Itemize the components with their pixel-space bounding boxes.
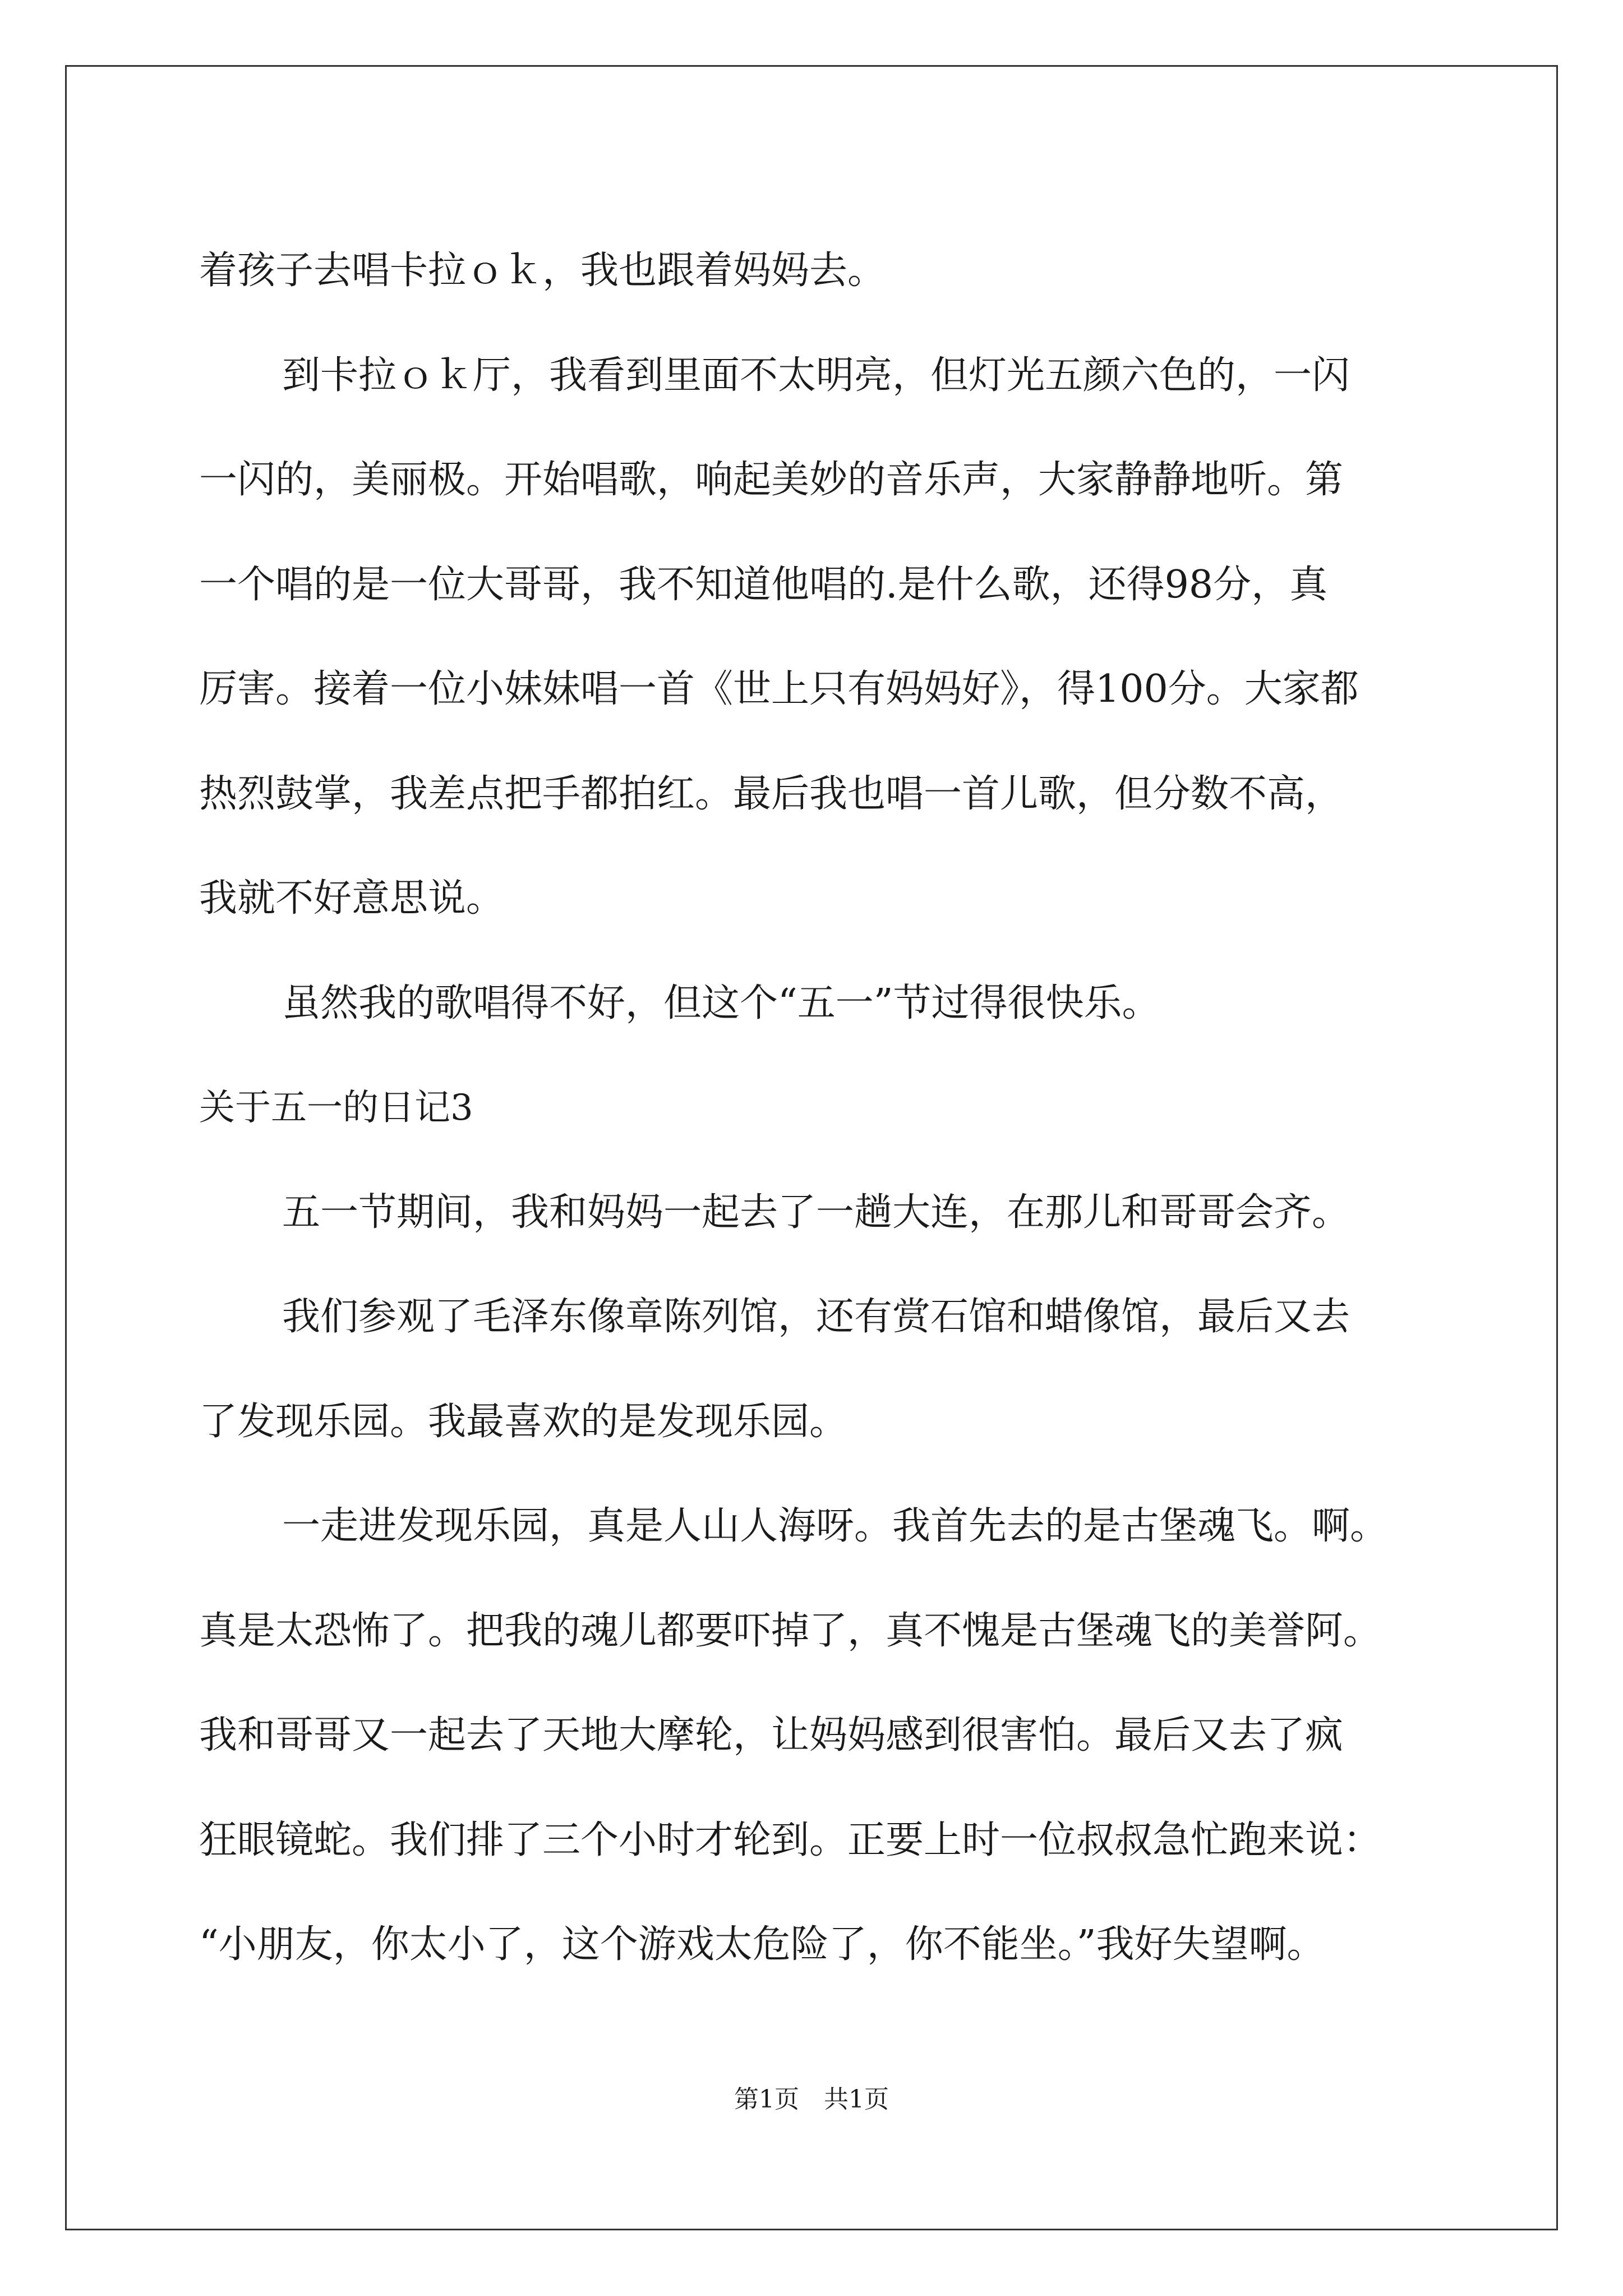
paragraph-start: 虽然我的歌唱得不好，但这个“五一”节过得很快乐。 — [282, 981, 1160, 1025]
text-line: 一个唱的是一位大哥哥，我不知道他唱的.是什么歌，还得98分，真 — [199, 562, 1328, 607]
text-line: 真是太恐怖了。把我的魂儿都要吓掉了，真不愧是古堡魂飞的美誉阿。 — [199, 1608, 1382, 1653]
section-heading: 关于五一的日记3 — [199, 1087, 473, 1129]
text-line: “小朋友，你太小了，这个游戏太危险了，你不能坐。”我好失望啊。 — [199, 1922, 1325, 1967]
paragraph-start: 我们参观了毛泽东像章陈列馆，还有赏石馆和蜡像馆，最后又去 — [282, 1295, 1350, 1339]
text-line: 了发现乐园。我最喜欢的是发现乐园。 — [199, 1399, 848, 1444]
text-line: 着孩子去唱卡拉ｏｋ，我也跟着妈妈去。 — [199, 249, 886, 293]
paragraph-start: 到卡拉ｏｋ厅，我看到里面不太明亮，但灯光五颜六色的，一闪 — [282, 353, 1350, 398]
text-line: 我和哥哥又一起去了天地大摩轮，让妈妈感到很害怕。最后又去了疯 — [199, 1713, 1344, 1757]
text-line: 一闪的，美丽极。开始唱歌，响起美妙的音乐声，大家静静地听。第 — [199, 458, 1344, 502]
text-line: 狂眼镜蛇。我们排了三个小时才轮到。正要上时一位叔叔急忙跑来说： — [199, 1818, 1382, 1862]
page-number-footer: 第1页 共1页 — [734, 2085, 889, 2114]
text-line: 热烈鼓掌，我差点把手都拍红。最后我也唱一首儿歌，但分数不高， — [199, 771, 1344, 816]
document-body — [199, 219, 1433, 1998]
text-line: 厉害。接着一位小妹妹唱一首《世上只有妈妈好》，得100分。大家都 — [199, 667, 1359, 711]
text-line: 我就不好意思说。 — [199, 876, 505, 921]
paragraph-start: 五一节期间，我和妈妈一起去了一趟大连，在那儿和哥哥会齐。 — [282, 1190, 1350, 1235]
paragraph-start: 一走进发现乐园，真是人山人海呀。我首先去的是古堡魂飞。啊。 — [282, 1504, 1389, 1548]
